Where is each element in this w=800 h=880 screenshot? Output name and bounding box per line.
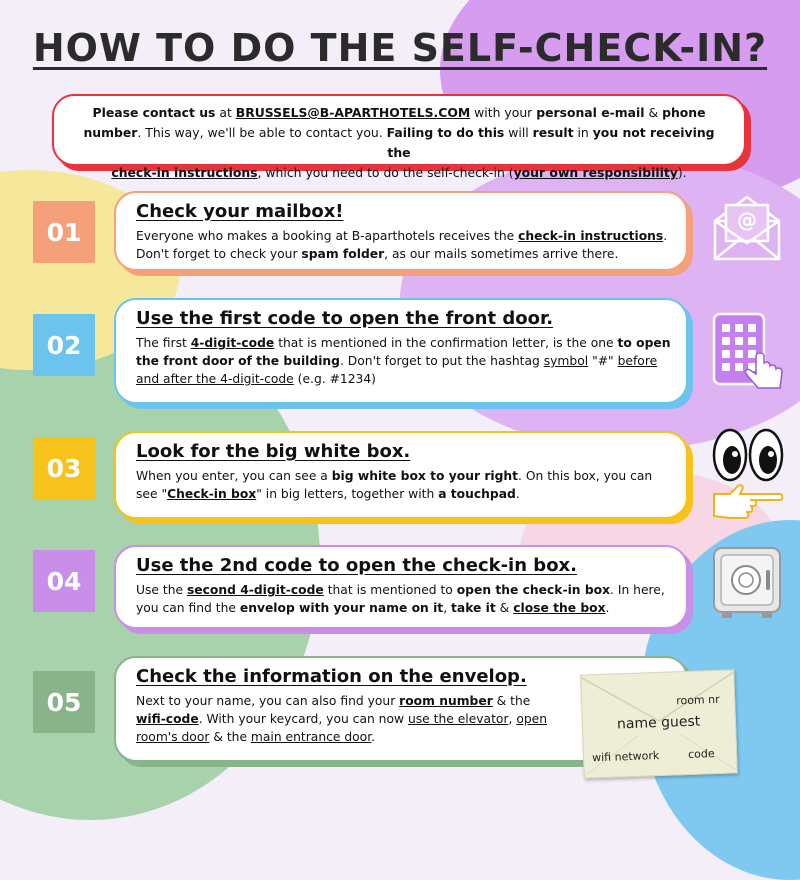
step-card-01 — [114, 191, 688, 271]
step-text: Use the second 4-digit-code that is mentioned to open the check-in box. In here, you can find the envelop with your name on it, take it & close the box. — [136, 583, 665, 615]
step-card-03 — [114, 431, 688, 519]
envelope-room-label: room nr — [675, 692, 720, 708]
pointing-hand-icon — [710, 482, 784, 526]
step-number-01: 01 — [33, 201, 95, 263]
envelope-code-label: code — [687, 747, 715, 761]
safe-icon — [712, 546, 782, 624]
step-heading: Use the first code to open the front door. — [136, 308, 554, 329]
step-card-02 — [114, 298, 688, 404]
step-text: Everyone who makes a booking at B-aparthotels receives the check-in instructions. Don't forget to check your spam folder, as our mails sometimes arrive there. — [136, 229, 668, 261]
page-title: HOW TO DO THE SELF-CHECK-IN? — [32, 26, 768, 70]
envelope-wifi-label: wifi network — [591, 749, 660, 765]
svg-text:@: @ — [737, 208, 757, 232]
step-text: When you enter, you can see a big white box to your right. On this box, you can see "Check-in box" in big letters, together with a touchpad. — [136, 469, 653, 501]
mail-envelope-icon — [712, 193, 782, 265]
step-number-03: 03 — [33, 437, 95, 499]
eyes-icon — [712, 428, 784, 486]
envelope-name-label: name guest — [616, 713, 701, 733]
step-text: Next to your name, you can also find your room number & the wifi-code. With your keycard, you can now use the elevator, open room's door & the main entrance door. — [136, 694, 548, 744]
email-link[interactable]: BRUSSELS@B-APARTHOTELS.COM — [235, 105, 471, 120]
step-number-04: 04 — [33, 550, 95, 612]
step-text: The first 4-digit-code that is mentioned in the confirmation letter, is the one to open the front door of the building. Don't forget to put the hashtag symbol "#" before and after the 4-digit-code (e.g. #1234) — [136, 336, 671, 386]
tablet-touch-icon — [712, 312, 784, 394]
step-heading: Check your mailbox! — [136, 201, 344, 222]
step-number-05: 05 — [33, 671, 95, 733]
step-heading: Look for the big white box. — [136, 441, 411, 462]
envelope-illustration — [580, 669, 738, 778]
step-card-04 — [114, 545, 688, 629]
contact-notice: Please contact us at BRUSSELS@B-APARTHOTELS.COM with your personal e-mail & phone number. This way, we'll be able to contact you. Failing to do this will result in you not receiving the check-in instructions, which you need to do the self-check-in (your own responsibility). — [52, 94, 746, 166]
step-number-02: 02 — [33, 314, 95, 376]
step-heading: Check the information on the envelop. — [136, 666, 527, 687]
step-heading: Use the 2nd code to open the check-in box. — [136, 555, 578, 576]
